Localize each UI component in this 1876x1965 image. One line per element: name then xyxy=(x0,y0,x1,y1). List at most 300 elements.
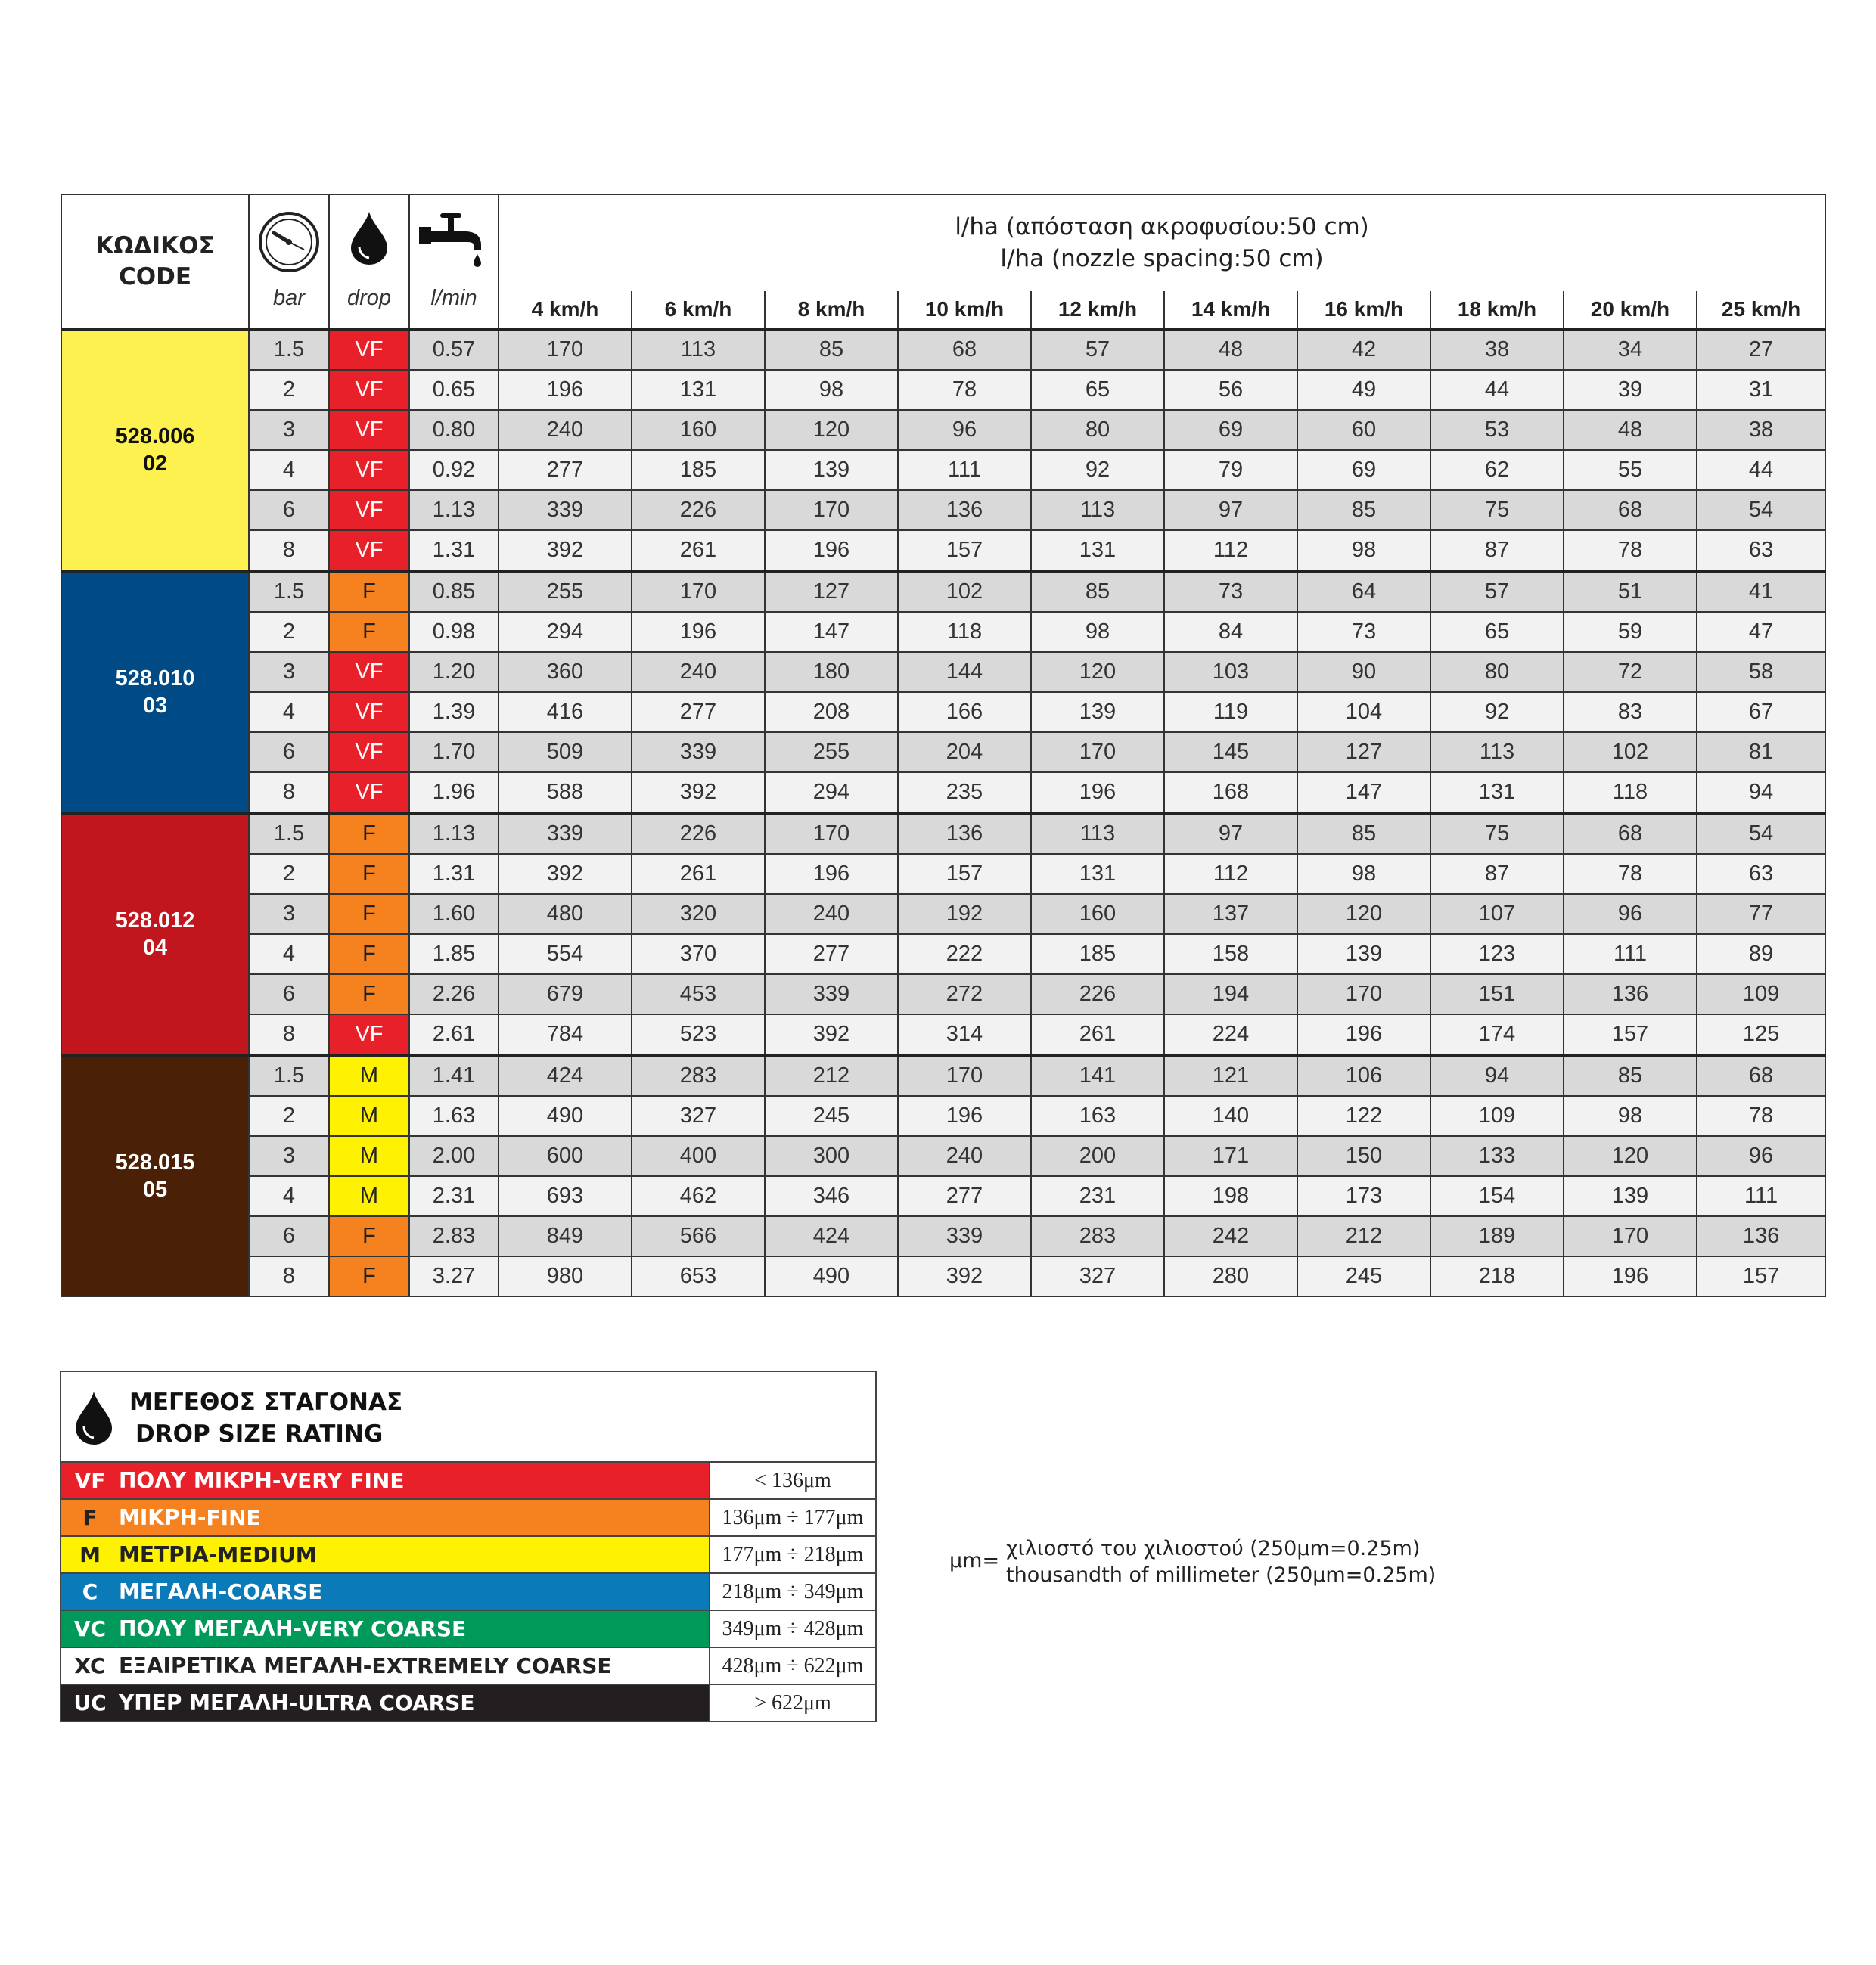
table-row xyxy=(61,612,1825,652)
application-rate-cell: 554 xyxy=(499,934,632,974)
flow-rate-cell: 1.31 xyxy=(409,854,499,894)
application-rate-cell: 173 xyxy=(1297,1176,1430,1216)
application-rate-cell: 89 xyxy=(1697,934,1825,974)
application-rate-cell: 509 xyxy=(499,732,632,772)
application-rate-cell: 235 xyxy=(898,772,1031,813)
application-rate-cell: 64 xyxy=(1297,571,1430,612)
application-rate-cell: 339 xyxy=(898,1216,1031,1256)
application-rate-cell: 85 xyxy=(1297,490,1430,530)
application-rate-cell: 339 xyxy=(632,732,765,772)
application-rate-cell: 453 xyxy=(632,974,765,1014)
application-rate-cell: 55 xyxy=(1564,450,1697,490)
application-rate-cell: 157 xyxy=(898,530,1031,571)
application-rate-cell: 120 xyxy=(765,410,898,450)
application-rate-cell: 98 xyxy=(765,370,898,410)
application-rate-cell: 69 xyxy=(1297,450,1430,490)
flow-rate-cell: 1.39 xyxy=(409,692,499,732)
application-rate-cell: 163 xyxy=(1031,1096,1164,1136)
pressure-cell: 4 xyxy=(249,934,329,974)
application-rate-cell: 240 xyxy=(898,1136,1031,1176)
application-rate-cell: 42 xyxy=(1297,329,1430,370)
application-rate-cell: 194 xyxy=(1164,974,1297,1014)
speed-header: 6 km/h xyxy=(632,291,765,329)
application-rate-cell: 480 xyxy=(499,894,632,934)
drop-header xyxy=(329,194,409,329)
application-rate-cell: 80 xyxy=(1031,410,1164,450)
application-rate-cell: 34 xyxy=(1564,329,1697,370)
application-rate-cell: 94 xyxy=(1697,772,1825,813)
application-rate-cell: 98 xyxy=(1564,1096,1697,1136)
application-rate-cell: 272 xyxy=(898,974,1031,1014)
application-rate-cell: 653 xyxy=(632,1256,765,1296)
application-rate-cell: 157 xyxy=(1697,1256,1825,1296)
legend-title xyxy=(129,1387,402,1451)
application-rate-cell: 240 xyxy=(632,652,765,692)
flow-rate-cell: 0.65 xyxy=(409,370,499,410)
application-rate-cell: 523 xyxy=(632,1014,765,1055)
drop-size-cell: F xyxy=(329,1216,409,1256)
drop-size-cell: F xyxy=(329,571,409,612)
application-rate-cell: 245 xyxy=(765,1096,898,1136)
product-code-cell xyxy=(61,329,249,571)
application-rate-cell: 127 xyxy=(765,571,898,612)
application-rate-cell: 157 xyxy=(898,854,1031,894)
application-rate-cell: 212 xyxy=(1297,1216,1430,1256)
application-rate-cell: 121 xyxy=(1164,1055,1297,1096)
application-rate-cell: 242 xyxy=(1164,1216,1297,1256)
pressure-cell: 1.5 xyxy=(249,1055,329,1096)
application-rate-cell: 90 xyxy=(1297,652,1430,692)
pressure-cell: 8 xyxy=(249,530,329,571)
legend-range: < 136μm xyxy=(709,1463,875,1498)
application-rate-cell: 119 xyxy=(1164,692,1297,732)
application-rate-cell: 588 xyxy=(499,772,632,813)
application-rate-cell: 41 xyxy=(1697,571,1825,612)
legend-row xyxy=(61,1648,875,1685)
application-rate-cell: 283 xyxy=(632,1055,765,1096)
application-rate-cell: 125 xyxy=(1697,1014,1825,1055)
application-rate-cell: 139 xyxy=(765,450,898,490)
flow-rate-cell: 3.27 xyxy=(409,1256,499,1296)
drop-label: drop xyxy=(346,286,392,310)
application-rate-cell: 62 xyxy=(1430,450,1564,490)
speed-header: 16 km/h xyxy=(1297,291,1430,329)
application-rate-cell: 60 xyxy=(1297,410,1430,450)
application-rate-cell: 339 xyxy=(499,813,632,854)
application-rate-cell: 170 xyxy=(898,1055,1031,1096)
table-row xyxy=(61,1014,1825,1055)
table-row xyxy=(61,772,1825,813)
application-rate-cell: 113 xyxy=(1031,813,1164,854)
application-rate-cell: 96 xyxy=(898,410,1031,450)
flow-rate-cell: 0.92 xyxy=(409,450,499,490)
table-body xyxy=(61,329,1825,1296)
application-rate-cell: 87 xyxy=(1430,530,1564,571)
table-row xyxy=(61,490,1825,530)
application-rate-cell: 106 xyxy=(1297,1055,1430,1096)
application-rate-cell: 56 xyxy=(1164,370,1297,410)
application-rate-cell: 300 xyxy=(765,1136,898,1176)
application-rate-cell: 139 xyxy=(1564,1176,1697,1216)
note-line2: thousandth of millimeter (250μm=0.25m) xyxy=(1006,1563,1437,1588)
application-rate-cell: 566 xyxy=(632,1216,765,1256)
application-rate-cell: 261 xyxy=(632,530,765,571)
application-rate-cell: 174 xyxy=(1430,1014,1564,1055)
application-rate-cell: 54 xyxy=(1697,813,1825,854)
application-rate-cell: 75 xyxy=(1430,490,1564,530)
application-rate-cell: 39 xyxy=(1564,370,1697,410)
table-row xyxy=(61,1136,1825,1176)
application-rate-cell: 127 xyxy=(1297,732,1430,772)
table-row xyxy=(61,692,1825,732)
legend-row xyxy=(61,1685,875,1721)
table-row xyxy=(61,329,1825,370)
application-rate-cell: 226 xyxy=(632,490,765,530)
flow-rate-cell: 0.85 xyxy=(409,571,499,612)
application-rate-cell: 85 xyxy=(765,329,898,370)
application-rate-cell: 96 xyxy=(1564,894,1697,934)
drop-size-cell: VF xyxy=(329,732,409,772)
table-row xyxy=(61,974,1825,1014)
legend-swatch xyxy=(61,1611,709,1647)
pressure-cell: 1.5 xyxy=(249,329,329,370)
application-rate-cell: 120 xyxy=(1564,1136,1697,1176)
legend-title-line1: ΜΕΓΕΘΟΣ ΣΤΑΓΟΝΑΣ xyxy=(129,1389,403,1416)
pressure-cell: 2 xyxy=(249,370,329,410)
application-rate-cell: 277 xyxy=(632,692,765,732)
application-rate-cell: 144 xyxy=(898,652,1031,692)
nozzle-flow-table xyxy=(61,194,1826,1297)
application-rate-cell: 147 xyxy=(1297,772,1430,813)
application-rate-cell: 57 xyxy=(1031,329,1164,370)
application-rate-cell: 339 xyxy=(499,490,632,530)
flow-rate-cell: 2.00 xyxy=(409,1136,499,1176)
application-rate-cell: 196 xyxy=(765,854,898,894)
legend-abbr: VC xyxy=(73,1616,107,1641)
application-rate-cell: 112 xyxy=(1164,530,1297,571)
table-title-line2: l/ha (nozzle spacing:50 cm) xyxy=(1000,244,1324,272)
pressure-cell: 6 xyxy=(249,490,329,530)
speed-header: 25 km/h xyxy=(1697,291,1825,329)
table-row xyxy=(61,450,1825,490)
flow-rate-cell: 0.98 xyxy=(409,612,499,652)
flow-rate-cell: 1.70 xyxy=(409,732,499,772)
pressure-cell: 8 xyxy=(249,1014,329,1055)
note-symbol: μm= xyxy=(949,1549,1000,1572)
table-row xyxy=(61,934,1825,974)
application-rate-cell: 38 xyxy=(1430,329,1564,370)
application-rate-cell: 180 xyxy=(765,652,898,692)
application-rate-cell: 84 xyxy=(1164,612,1297,652)
table-row xyxy=(61,652,1825,692)
application-rate-cell: 240 xyxy=(765,894,898,934)
application-rate-cell: 49 xyxy=(1297,370,1430,410)
application-rate-cell: 63 xyxy=(1697,530,1825,571)
legend-row xyxy=(61,1500,875,1537)
application-rate-cell: 222 xyxy=(898,934,1031,974)
pressure-cell: 8 xyxy=(249,772,329,813)
application-rate-cell: 72 xyxy=(1564,652,1697,692)
application-rate-cell: 784 xyxy=(499,1014,632,1055)
application-rate-cell: 59 xyxy=(1564,612,1697,652)
application-rate-cell: 54 xyxy=(1697,490,1825,530)
application-rate-cell: 77 xyxy=(1697,894,1825,934)
application-rate-cell: 416 xyxy=(499,692,632,732)
table-row xyxy=(61,1096,1825,1136)
application-rate-cell: 27 xyxy=(1697,329,1825,370)
application-rate-cell: 120 xyxy=(1031,652,1164,692)
application-rate-cell: 111 xyxy=(1697,1176,1825,1216)
application-rate-cell: 44 xyxy=(1697,450,1825,490)
application-rate-cell: 346 xyxy=(765,1176,898,1216)
application-rate-cell: 122 xyxy=(1297,1096,1430,1136)
application-rate-cell: 154 xyxy=(1430,1176,1564,1216)
application-rate-cell: 92 xyxy=(1031,450,1164,490)
application-rate-cell: 104 xyxy=(1297,692,1430,732)
pressure-cell: 4 xyxy=(249,450,329,490)
drop-size-cell: VF xyxy=(329,329,409,370)
legend-name: ΜΙΚΡΗ-FINE xyxy=(119,1505,261,1530)
product-code: 528.006 xyxy=(115,424,195,449)
speed-header: 12 km/h xyxy=(1031,291,1164,329)
application-rate-cell: 196 xyxy=(1564,1256,1697,1296)
drop-size-cell: VF xyxy=(329,490,409,530)
legend-swatch xyxy=(61,1463,709,1498)
speed-header: 10 km/h xyxy=(898,291,1031,329)
legend-name: ΜΕΤΡΙΑ-MEDIUM xyxy=(119,1542,317,1567)
pressure-gauge-icon xyxy=(257,210,321,274)
application-rate-cell: 65 xyxy=(1430,612,1564,652)
application-rate-cell: 170 xyxy=(765,813,898,854)
application-rate-cell: 68 xyxy=(898,329,1031,370)
legend-row xyxy=(61,1463,875,1500)
flow-rate-cell: 0.80 xyxy=(409,410,499,450)
product-code-cell xyxy=(61,813,249,1055)
application-rate-cell: 94 xyxy=(1430,1055,1564,1096)
application-rate-cell: 123 xyxy=(1430,934,1564,974)
flow-rate-cell: 1.31 xyxy=(409,530,499,571)
pressure-cell: 3 xyxy=(249,652,329,692)
legend-header xyxy=(61,1372,875,1463)
application-rate-cell: 131 xyxy=(632,370,765,410)
application-rate-cell: 150 xyxy=(1297,1136,1430,1176)
bar-label: bar xyxy=(273,286,305,310)
drop-size-cell: VF xyxy=(329,1014,409,1055)
pressure-cell: 4 xyxy=(249,1176,329,1216)
legend-name: ΥΠΕΡ ΜΕΓΑΛΗ-ULTRA COARSE xyxy=(119,1690,475,1715)
application-rate-cell: 68 xyxy=(1564,813,1697,854)
application-rate-cell: 171 xyxy=(1164,1136,1297,1176)
application-rate-cell: 170 xyxy=(499,329,632,370)
table-title-line1: l/ha (απόσταση ακροφυσίου:50 cm) xyxy=(955,213,1369,241)
drop-size-cell: VF xyxy=(329,772,409,813)
table-header xyxy=(61,194,1825,329)
application-rate-cell: 98 xyxy=(1031,612,1164,652)
application-rate-cell: 102 xyxy=(898,571,1031,612)
application-rate-cell: 196 xyxy=(499,370,632,410)
legend-title-line2: DROP SIZE RATING xyxy=(135,1420,384,1448)
application-rate-cell: 109 xyxy=(1430,1096,1564,1136)
application-rate-cell: 85 xyxy=(1031,571,1164,612)
application-rate-cell: 131 xyxy=(1031,530,1164,571)
application-rate-cell: 111 xyxy=(1564,934,1697,974)
speed-header: 14 km/h xyxy=(1164,291,1297,329)
application-rate-cell: 208 xyxy=(765,692,898,732)
application-rate-cell: 277 xyxy=(898,1176,1031,1216)
drop-size-cell: VF xyxy=(329,370,409,410)
legend-abbr: UC xyxy=(73,1690,107,1715)
application-rate-cell: 490 xyxy=(765,1256,898,1296)
application-rate-cell: 145 xyxy=(1164,732,1297,772)
application-rate-cell: 160 xyxy=(1031,894,1164,934)
application-rate-cell: 226 xyxy=(1031,974,1164,1014)
application-rate-cell: 185 xyxy=(1031,934,1164,974)
product-code-suffix: 04 xyxy=(142,936,168,960)
table-row xyxy=(61,1216,1825,1256)
application-rate-cell: 170 xyxy=(1564,1216,1697,1256)
application-rate-cell: 196 xyxy=(898,1096,1031,1136)
pressure-cell: 4 xyxy=(249,692,329,732)
application-rate-cell: 137 xyxy=(1164,894,1297,934)
application-rate-cell: 113 xyxy=(632,329,765,370)
application-rate-cell: 109 xyxy=(1697,974,1825,1014)
drop-size-cell: VF xyxy=(329,450,409,490)
application-rate-cell: 204 xyxy=(898,732,1031,772)
drop-size-cell: F xyxy=(329,1256,409,1296)
pressure-cell: 1.5 xyxy=(249,571,329,612)
application-rate-cell: 294 xyxy=(765,772,898,813)
flow-rate-cell: 2.61 xyxy=(409,1014,499,1055)
application-rate-cell: 424 xyxy=(765,1216,898,1256)
drop-icon xyxy=(349,210,390,266)
application-rate-cell: 277 xyxy=(499,450,632,490)
table-row xyxy=(61,370,1825,410)
application-rate-cell: 170 xyxy=(1297,974,1430,1014)
application-rate-cell: 96 xyxy=(1697,1136,1825,1176)
drop-size-cell: F xyxy=(329,974,409,1014)
table-title xyxy=(499,194,1825,291)
application-rate-cell: 294 xyxy=(499,612,632,652)
code-header-line2: CODE xyxy=(118,262,191,290)
drop-size-cell: F xyxy=(329,894,409,934)
application-rate-cell: 97 xyxy=(1164,813,1297,854)
note-line1: χιλιοστό του χιλιοστού (250μm=0.25m) xyxy=(1006,1537,1421,1560)
application-rate-cell: 111 xyxy=(898,450,1031,490)
application-rate-cell: 112 xyxy=(1164,854,1297,894)
pressure-cell: 3 xyxy=(249,894,329,934)
application-rate-cell: 58 xyxy=(1697,652,1825,692)
application-rate-cell: 87 xyxy=(1430,854,1564,894)
drop-size-cell: M xyxy=(329,1096,409,1136)
application-rate-cell: 261 xyxy=(1031,1014,1164,1055)
pressure-cell: 8 xyxy=(249,1256,329,1296)
application-rate-cell: 283 xyxy=(1031,1216,1164,1256)
pressure-cell: 6 xyxy=(249,732,329,772)
flow-rate-cell: 1.96 xyxy=(409,772,499,813)
application-rate-cell: 113 xyxy=(1430,732,1564,772)
flow-header xyxy=(409,194,499,329)
application-rate-cell: 185 xyxy=(632,450,765,490)
legend-swatch xyxy=(61,1574,709,1610)
pressure-cell: 2 xyxy=(249,854,329,894)
application-rate-cell: 192 xyxy=(898,894,1031,934)
table-row xyxy=(61,1055,1825,1096)
application-rate-cell: 679 xyxy=(499,974,632,1014)
application-rate-cell: 849 xyxy=(499,1216,632,1256)
flow-rate-cell: 0.57 xyxy=(409,329,499,370)
application-rate-cell: 196 xyxy=(1031,772,1164,813)
application-rate-cell: 693 xyxy=(499,1176,632,1216)
application-rate-cell: 320 xyxy=(632,894,765,934)
application-rate-cell: 118 xyxy=(898,612,1031,652)
application-rate-cell: 65 xyxy=(1031,370,1164,410)
application-rate-cell: 147 xyxy=(765,612,898,652)
table-row xyxy=(61,571,1825,612)
application-rate-cell: 136 xyxy=(898,490,1031,530)
application-rate-cell: 327 xyxy=(1031,1256,1164,1296)
application-rate-cell: 78 xyxy=(1564,530,1697,571)
flow-rate-cell: 1.13 xyxy=(409,813,499,854)
application-rate-cell: 80 xyxy=(1430,652,1564,692)
legend-abbr: M xyxy=(79,1542,101,1567)
legend-rows xyxy=(61,1463,875,1721)
application-rate-cell: 224 xyxy=(1164,1014,1297,1055)
flow-rate-cell: 2.31 xyxy=(409,1176,499,1216)
application-rate-cell: 392 xyxy=(632,772,765,813)
legend-range: 177μm ÷ 218μm xyxy=(709,1537,875,1572)
application-rate-cell: 170 xyxy=(632,571,765,612)
legend-row xyxy=(61,1537,875,1574)
drop-size-cell: VF xyxy=(329,410,409,450)
speed-header: 8 km/h xyxy=(765,291,898,329)
application-rate-cell: 140 xyxy=(1164,1096,1297,1136)
legend-name: ΜΕΓΑΛΗ-COARSE xyxy=(119,1579,323,1604)
application-rate-cell: 261 xyxy=(632,854,765,894)
drop-size-cell: F xyxy=(329,854,409,894)
legend-swatch xyxy=(61,1500,709,1535)
application-rate-cell: 51 xyxy=(1564,571,1697,612)
application-rate-cell: 31 xyxy=(1697,370,1825,410)
application-rate-cell: 392 xyxy=(499,530,632,571)
bar-header xyxy=(249,194,329,329)
legend-range: 349μm ÷ 428μm xyxy=(709,1611,875,1647)
application-rate-cell: 424 xyxy=(499,1055,632,1096)
flow-rate-cell: 1.60 xyxy=(409,894,499,934)
application-rate-cell: 92 xyxy=(1430,692,1564,732)
application-rate-cell: 68 xyxy=(1564,490,1697,530)
flow-rate-cell: 1.13 xyxy=(409,490,499,530)
application-rate-cell: 980 xyxy=(499,1256,632,1296)
legend-abbr: VF xyxy=(74,1468,106,1493)
drop-size-cell: M xyxy=(329,1176,409,1216)
application-rate-cell: 218 xyxy=(1430,1256,1564,1296)
drop-size-legend xyxy=(60,1371,877,1722)
table-row xyxy=(61,894,1825,934)
product-code-cell xyxy=(61,571,249,813)
application-rate-cell: 81 xyxy=(1697,732,1825,772)
application-rate-cell: 200 xyxy=(1031,1136,1164,1176)
application-rate-cell: 392 xyxy=(499,854,632,894)
pressure-cell: 3 xyxy=(249,1136,329,1176)
application-rate-cell: 212 xyxy=(765,1055,898,1096)
pressure-cell: 1.5 xyxy=(249,813,329,854)
product-code: 528.015 xyxy=(115,1150,195,1175)
application-rate-cell: 462 xyxy=(632,1176,765,1216)
application-rate-cell: 48 xyxy=(1564,410,1697,450)
application-rate-cell: 168 xyxy=(1164,772,1297,813)
application-rate-cell: 85 xyxy=(1564,1055,1697,1096)
application-rate-cell: 170 xyxy=(1031,732,1164,772)
